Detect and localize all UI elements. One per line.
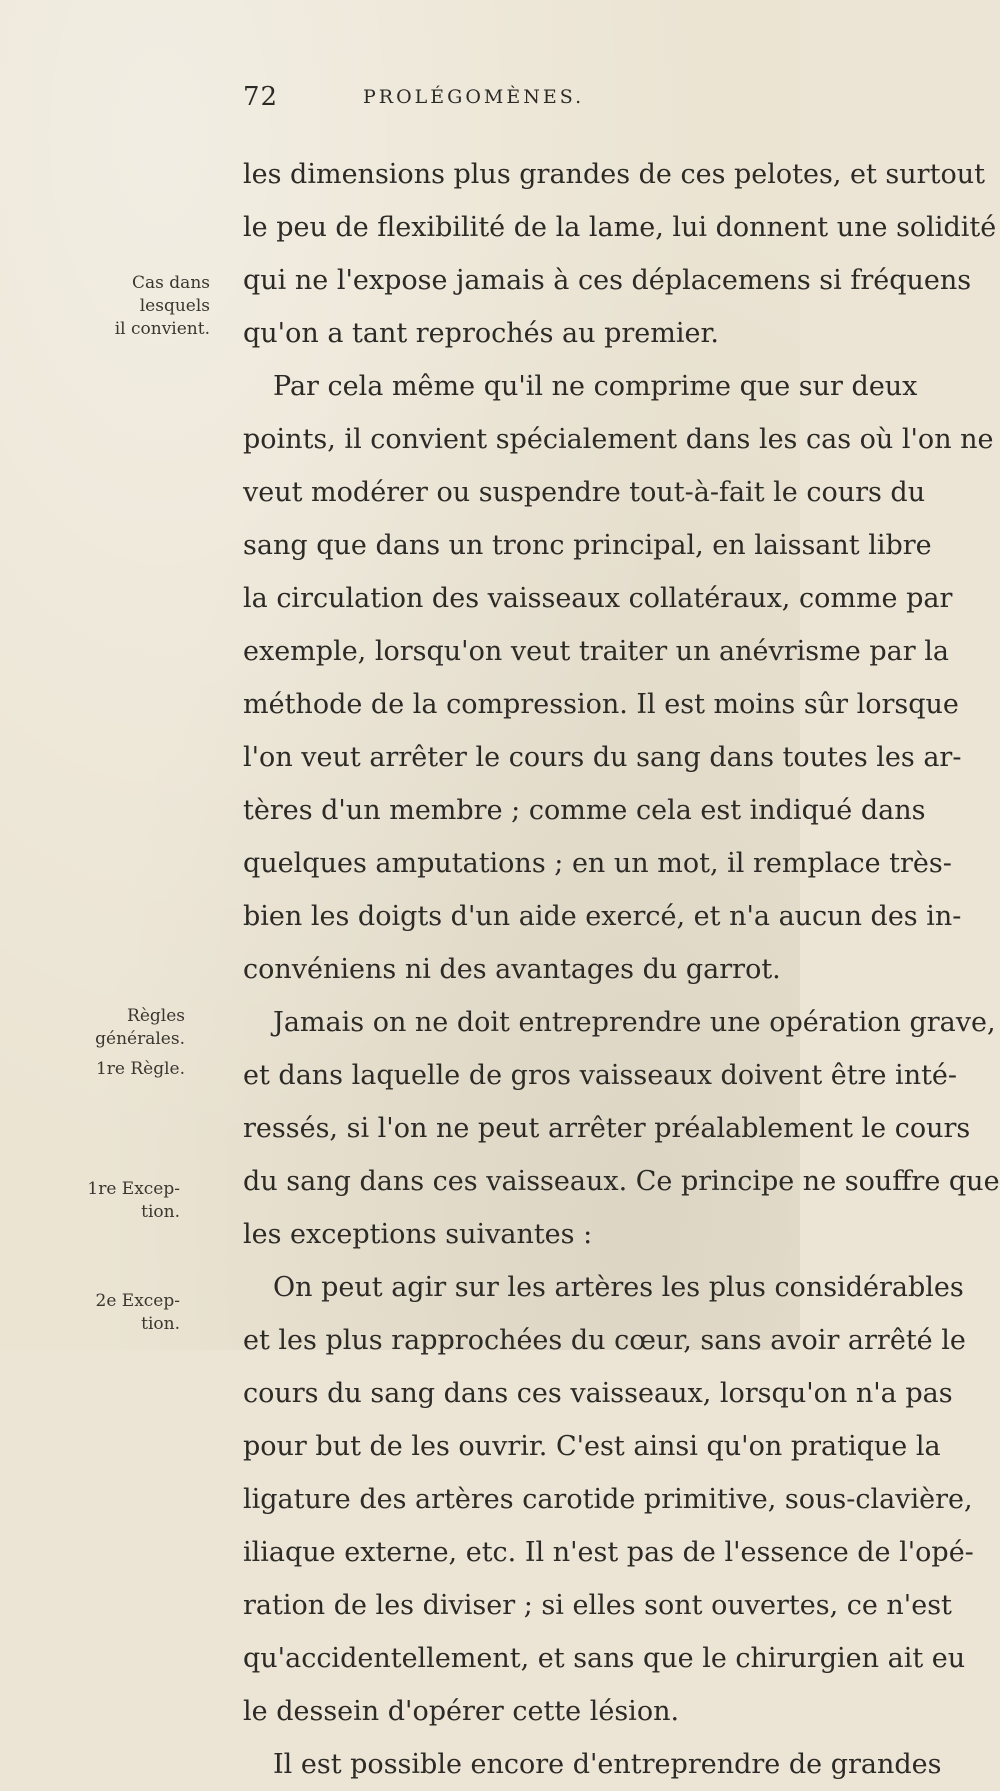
text-line: points, il convient spécialement dans les cas où l'on ne <box>243 424 994 455</box>
text-line: et les plus rapprochées du cœur, sans avoir arrêté le <box>243 1325 966 1356</box>
text-line: bien les doigts d'un aide exercé, et n'a aucun des in- <box>243 901 962 932</box>
margin-note-line: il convient. <box>114 319 210 339</box>
page-number: 72 <box>243 82 279 112</box>
margin-note-line: 1re Excep- <box>87 1179 180 1199</box>
text-line: ligature des artères carotide primitive, sous-clavière, <box>243 1484 973 1515</box>
text-line: ressés, si l'on ne peut arrêter préalablement le cours <box>243 1113 971 1144</box>
margin-note-exception-2 <box>10 1290 180 1336</box>
page-header <box>243 82 783 122</box>
margin-note-regles <box>15 1005 185 1051</box>
margin-note-line: 2e Excep- <box>95 1291 180 1311</box>
text-line: le dessein d'opérer cette lésion. <box>243 1696 680 1727</box>
margin-note-cas <box>40 272 210 341</box>
text-line: sang que dans un tronc principal, en laissant libre <box>243 530 932 561</box>
text-line: veut modérer ou suspendre tout-à-fait le cours du <box>243 477 926 508</box>
margin-note-line: tion. <box>141 1314 180 1334</box>
text-line: ration de les diviser ; si elles sont ouvertes, ce n'est <box>243 1590 952 1621</box>
text-line: les exceptions suivantes : <box>243 1219 593 1250</box>
text-line: le peu de flexibilité de la lame, lui donnent une solidité <box>243 212 997 243</box>
body-text <box>243 148 1000 1791</box>
text-line: cours du sang dans ces vaisseaux, lorsqu'on n'a pas <box>243 1378 953 1409</box>
running-title: PROLÉGOMÈNES. <box>363 86 585 108</box>
text-line: Il est possible encore d'entreprendre de grandes <box>273 1749 942 1780</box>
text-line: Jamais on ne doit entreprendre une opération grave, <box>273 1007 996 1038</box>
text-line: qu'on a tant reprochés au premier. <box>243 318 720 349</box>
margin-note-regle-1 <box>15 1058 185 1081</box>
text-line: exemple, lorsqu'on veut traiter un anévrisme par la <box>243 636 949 667</box>
text-line: tères d'un membre ; comme cela est indiqué dans <box>243 795 926 826</box>
margin-note-line: Règles <box>127 1006 185 1026</box>
text-line: méthode de la compression. Il est moins sûr lorsque <box>243 689 959 720</box>
text-line: Par cela même qu'il ne comprime que sur deux <box>273 371 918 402</box>
text-line: du sang dans ces vaisseaux. Ce principe ne souffre que <box>243 1166 1000 1197</box>
margin-note-line: 1re Règle. <box>95 1059 185 1079</box>
margin-note-exception-1 <box>10 1178 180 1224</box>
text-line: iliaque externe, etc. Il n'est pas de l'essence de l'opé- <box>243 1537 974 1568</box>
text-line: convéniens ni des avantages du garrot. <box>243 954 781 985</box>
text-line: la circulation des vaisseaux collatéraux, comme par <box>243 583 953 614</box>
margin-note-line: lesquels <box>139 296 210 316</box>
text-line: quelques amputations ; en un mot, il remplace très- <box>243 848 952 879</box>
text-line: l'on veut arrêter le cours du sang dans toutes les ar- <box>243 742 962 773</box>
margin-note-line: tion. <box>141 1202 180 1222</box>
text-line: qui ne l'expose jamais à ces déplacemens si fréquens <box>243 265 972 296</box>
text-line: On peut agir sur les artères les plus considérables <box>273 1272 964 1303</box>
text-line: pour but de les ouvrir. C'est ainsi qu'on pratique la <box>243 1431 941 1462</box>
text-line: les dimensions plus grandes de ces pelotes, et surtout <box>243 159 985 190</box>
text-line: et dans laquelle de gros vaisseaux doivent être inté- <box>243 1060 958 1091</box>
margin-note-line: générales. <box>95 1029 185 1049</box>
margin-note-line: Cas dans <box>132 273 210 293</box>
text-line: qu'accidentellement, et sans que le chirurgien ait eu <box>243 1643 966 1674</box>
